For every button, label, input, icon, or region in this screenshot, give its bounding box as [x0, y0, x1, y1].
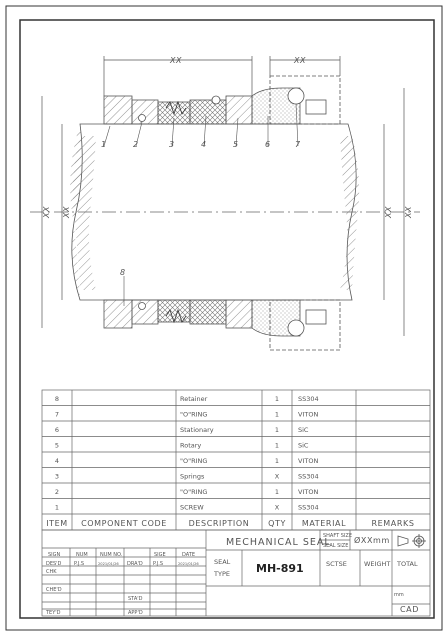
bill-of-materials [42, 390, 430, 530]
bom-description: Springs [180, 472, 205, 481]
retainer-upper [104, 96, 132, 124]
row-dra-name: P.J.S [153, 561, 164, 567]
bom-item-number: 1 [54, 503, 60, 512]
title-block-text [45, 533, 419, 616]
bom-qty: X [274, 472, 280, 481]
seal-type-label-2: TYPE [214, 570, 230, 578]
col-date: DATE [182, 552, 196, 558]
seal-size-label: SEAL SIZE [323, 543, 349, 549]
projection-symbol-icon [398, 534, 426, 548]
col-sige: SIGE [154, 552, 166, 558]
bom-material: SiC [298, 426, 309, 434]
bom-item-number: 8 [54, 395, 60, 403]
callout-5: 5 [233, 140, 239, 149]
rotary-upper [226, 96, 252, 124]
seal-cross-section [30, 76, 420, 350]
bom-header-qty: QTY [268, 519, 286, 528]
dim-label-top-1: XX [170, 56, 182, 65]
col-sign: SIGN [48, 552, 61, 558]
units-label: mm [394, 592, 404, 598]
bom-material: SS304 [298, 503, 319, 512]
retainer-lower [104, 300, 132, 328]
callout-7: 7 [295, 140, 301, 149]
bom-qty: 1 [274, 426, 280, 434]
row-dra-date: 2021/01/26 [178, 562, 199, 566]
callout-4: 4 [201, 140, 207, 149]
row-des: DES'D [46, 561, 62, 567]
bom-item-number: 3 [54, 472, 60, 481]
callout-8: 8 [120, 268, 126, 277]
bom-material: SS304 [298, 395, 319, 403]
bom-description: Retainer [180, 395, 208, 403]
bom-material: SiC [298, 441, 309, 450]
row-chk: CHK [46, 569, 57, 575]
col-num-no: NUM NO. [100, 552, 123, 558]
col-num: NUM [76, 552, 88, 558]
bom-qty: 1 [274, 410, 280, 419]
dim-label-right-2: XX [404, 206, 413, 218]
bellows-lower [190, 300, 226, 324]
bom-header-description: DESCRIPTION [188, 519, 250, 528]
weight-label: WEIGHT [364, 560, 391, 568]
bom-qty: 1 [274, 488, 280, 496]
bom-header-remarks: REMARKS [371, 519, 415, 528]
shaft-size-label: SHAFT SIZE [323, 533, 353, 539]
bom-description: "O"RING [180, 410, 208, 419]
bom-header-material: MATERIAL [301, 519, 347, 528]
row-stad: STA'D [128, 596, 143, 602]
seal-type-value: MH-891 [256, 562, 304, 575]
callout-6: 6 [265, 140, 271, 149]
seal-type-label-1: SEAL [214, 558, 231, 566]
row-tey: TEY'D [46, 610, 61, 616]
cad-label: CAD [400, 605, 420, 614]
bom-material: VITON [298, 457, 319, 465]
bom-description: Rotary [180, 441, 202, 450]
bom-item-number: 7 [54, 410, 60, 419]
bom-header-code: COMPONENT CODE [81, 519, 167, 528]
row-des-date: 2021/01/26 [98, 562, 119, 566]
spring-housing-lower [158, 300, 190, 322]
bom-item-number: 6 [54, 426, 60, 434]
bellows-upper [190, 100, 226, 124]
oring2-upper [139, 115, 146, 122]
bom-description: Stationary [180, 426, 214, 434]
bom-qty: 1 [274, 441, 280, 450]
bom-description: "O"RING [180, 457, 208, 465]
bom-item-number: 4 [54, 457, 60, 465]
oring-upper [288, 88, 304, 104]
callout-3: 3 [169, 140, 175, 149]
dim-label-left-1: XX [42, 206, 51, 218]
bom-item-number: 2 [54, 488, 60, 496]
bom-qty: 1 [274, 457, 280, 465]
bom-material: SS304 [298, 472, 319, 481]
bom-description: SCREW [180, 503, 204, 512]
row-dra: DRA'D [127, 561, 143, 567]
bom-qty: 1 [274, 395, 280, 403]
dim-label-top-2: XX [294, 56, 306, 65]
bom-header-item: ITEM [46, 519, 68, 528]
callout-2: 2 [133, 140, 139, 149]
dim-label-left-2: XX [62, 206, 71, 218]
scale-label: SCTSE [326, 560, 347, 568]
bom-description: "O"RING [180, 488, 208, 496]
oring2-lower [139, 303, 146, 310]
size-value: ØXXmm [354, 536, 390, 545]
rotary-lower [226, 300, 252, 328]
callout-1: 1 [101, 140, 107, 149]
drawing-title: MECHANICAL SEAL [226, 537, 331, 548]
bom-item-number: 5 [54, 441, 60, 450]
row-che: CHE'D [46, 587, 62, 593]
bom-qty: X [274, 503, 280, 512]
dim-label-right-1: XX [384, 206, 393, 218]
row-des-name: P.J.S [74, 561, 85, 567]
bom-text [46, 395, 414, 528]
total-label: TOTAL [397, 560, 418, 568]
bom-material: VITON [298, 488, 319, 496]
oring-lower [288, 320, 304, 336]
bom-material: VITON [298, 410, 319, 419]
row-app: APP'D [128, 610, 143, 616]
